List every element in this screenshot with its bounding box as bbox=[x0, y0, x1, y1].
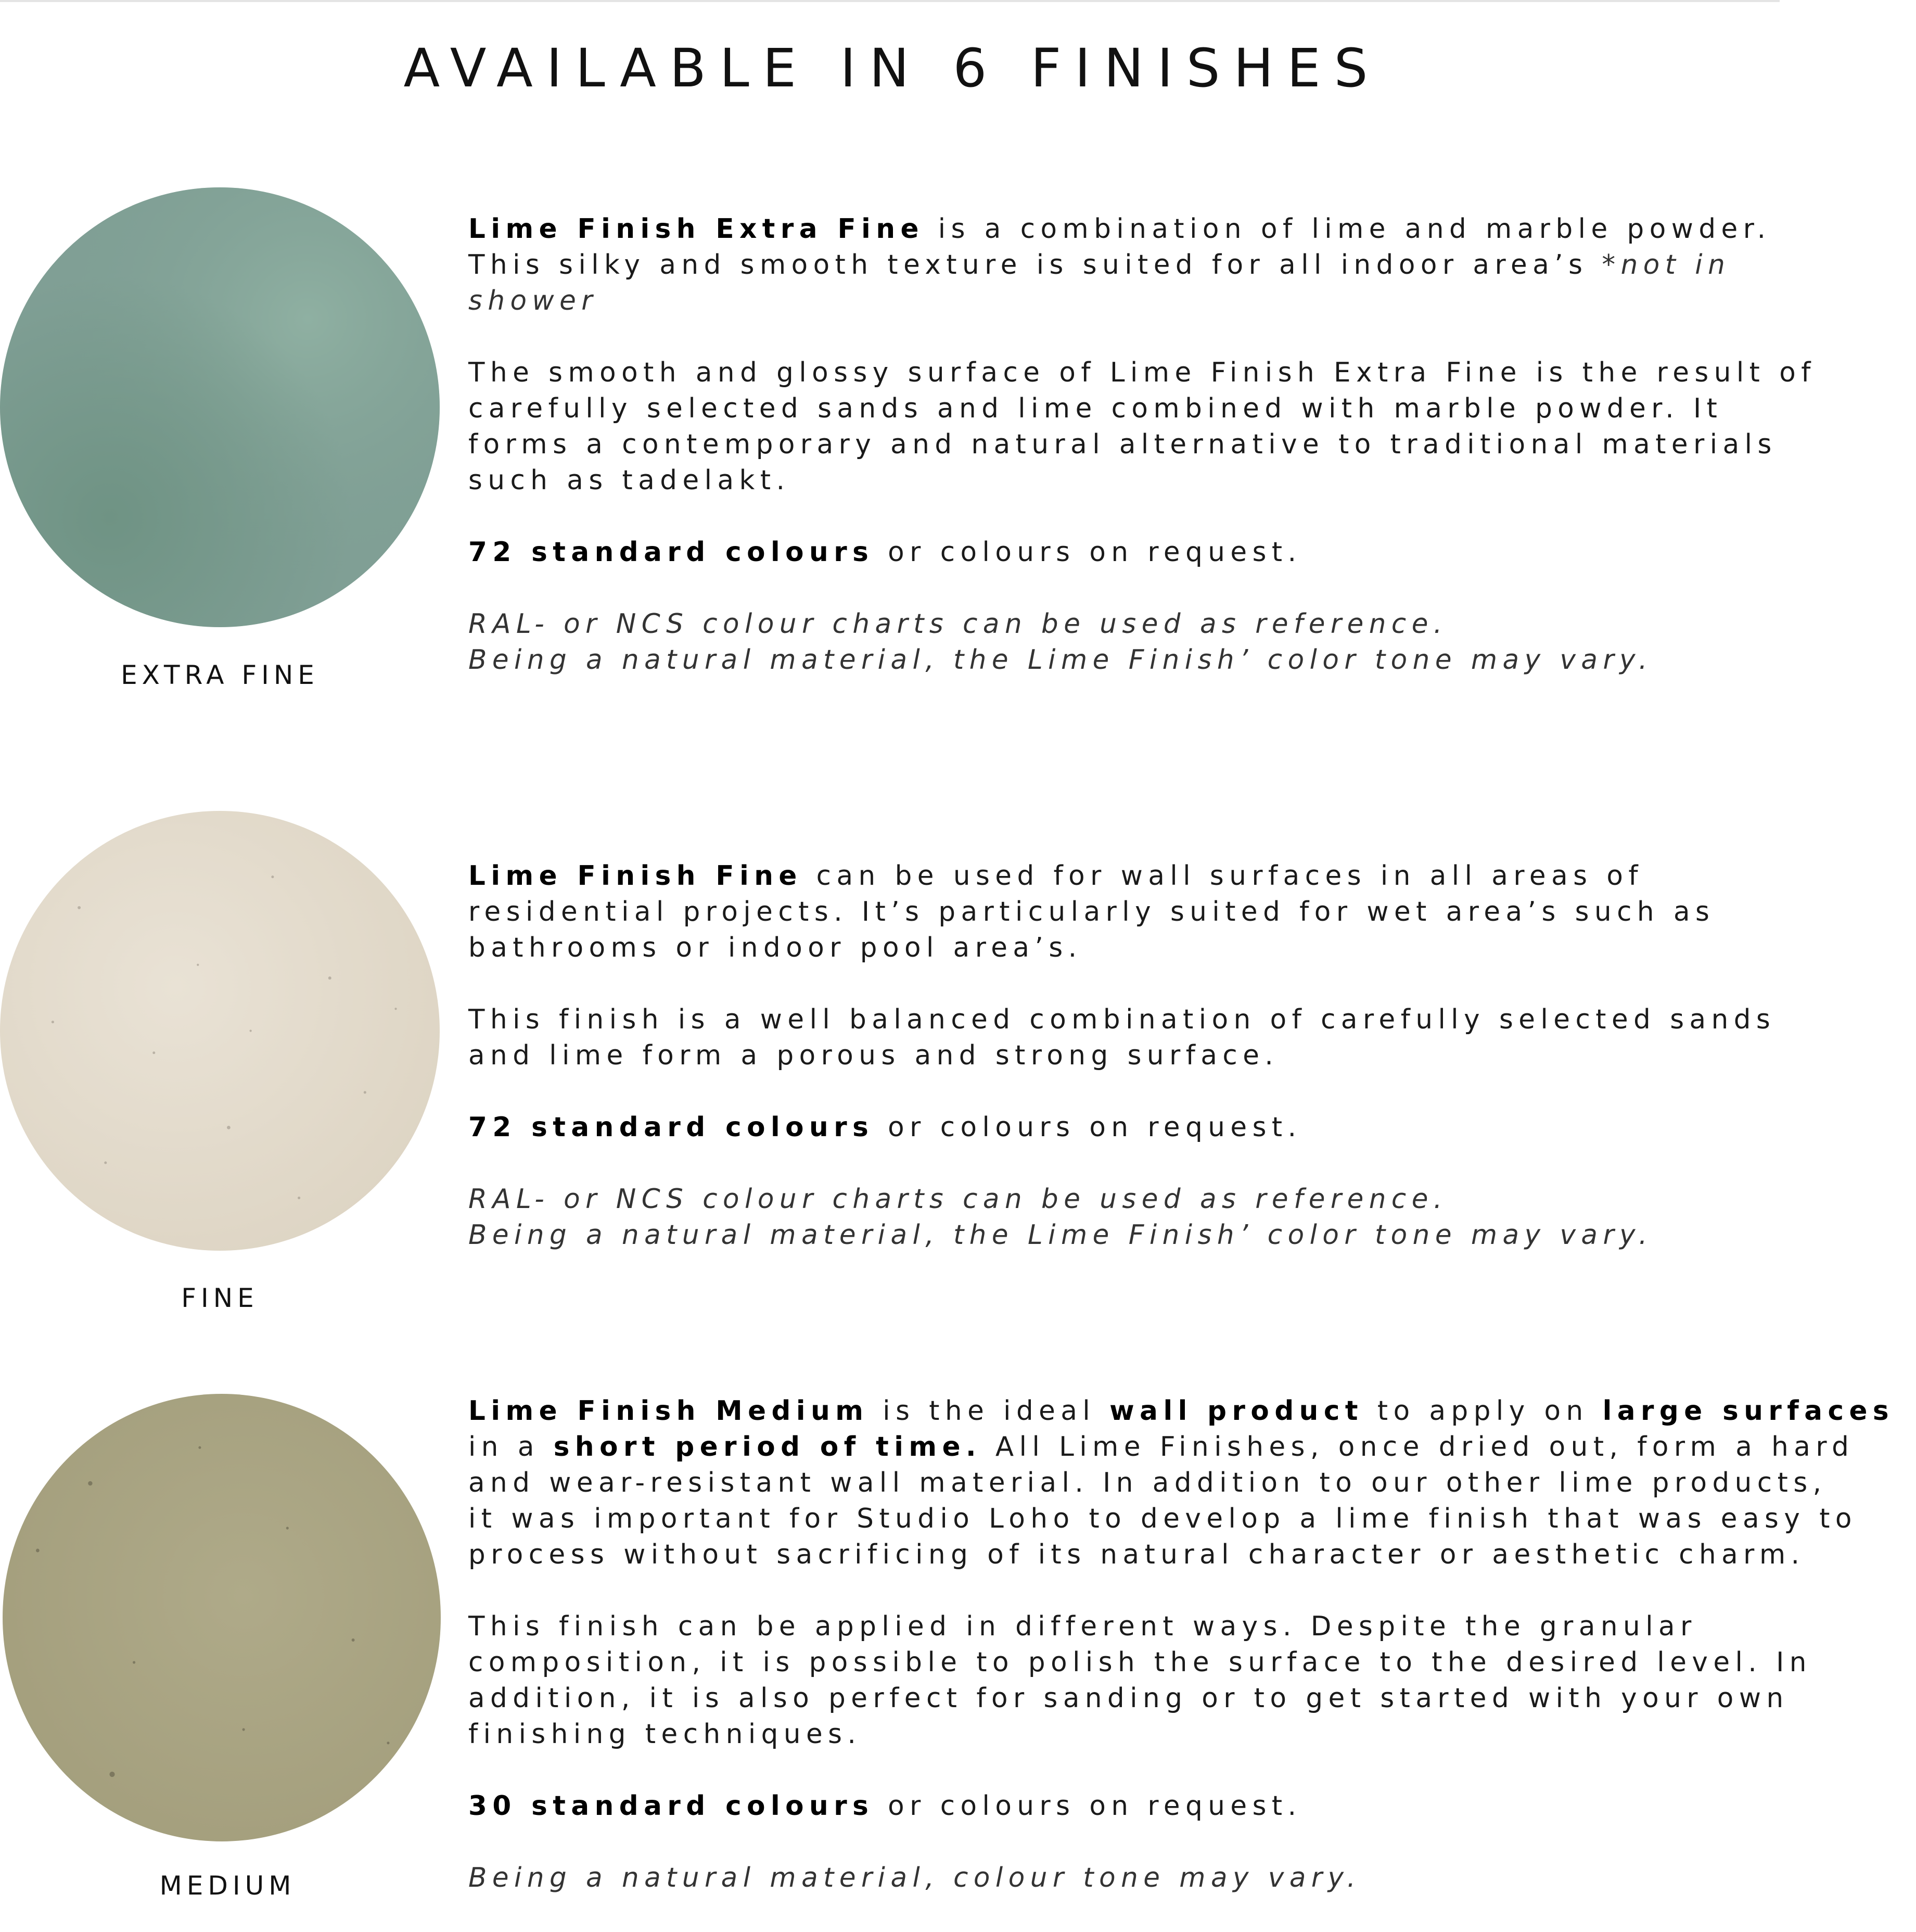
medium-note: Being a natural material, colour tone may vary. bbox=[468, 1862, 1361, 1893]
fine-paragraph-1: Lime Finish Fine can be used for wall surfaces in all areas of residential projects. It’s particularly suited for wet area’s such as bathrooms or indoor pool area’s. bbox=[468, 860, 1715, 963]
extra-fine-swatch bbox=[0, 187, 440, 627]
fine-paragraph-2: This finish is a well balanced combination of carefully selected sands and lime form a porous and strong surface. bbox=[468, 1004, 1776, 1071]
fine-colours: 72 standard colours or colours on request. bbox=[468, 1112, 1302, 1143]
medium-colours: 30 standard colours or colours on request. bbox=[468, 1790, 1302, 1822]
extra-fine-paragraph-1: Lime Finish Extra Fine is a combination of lime and marble powder. This silky and smooth texture is suited for all indoor area’s *not in shower bbox=[468, 213, 1771, 316]
fine-description bbox=[468, 858, 1873, 1289]
medium-swatch bbox=[3, 1394, 441, 1841]
medium-description bbox=[468, 1393, 1895, 1932]
top-divider bbox=[0, 0, 1780, 2]
fine-label: FINE bbox=[181, 1283, 259, 1313]
medium-paragraph-2: This finish can be applied in different ways. Despite the granular composition, it is possible to polish the surface to the desired level. In addition, it is also perfect for sanding or to get started with your own finishing techniques. bbox=[468, 1611, 1812, 1750]
extra-fine-note: RAL- or NCS colour charts can be used as reference. Being a natural material, the Lime Finish’ color tone may vary. bbox=[468, 608, 1653, 676]
fine-note: RAL- or NCS colour charts can be used as reference. Being a natural material, the Lime Finish’ color tone may vary. bbox=[468, 1184, 1653, 1251]
medium-paragraph-1: Lime Finish Medium is the ideal wall product to apply on large surfaces in a short period of time. All Lime Finishes, once dried out, form a hard and wear-resistant wall material. In addition to our other lime products, it was important for Studio Loho to develop a lime finish that was easy to process without sacrificing of its natural character or aesthetic charm. bbox=[468, 1395, 1895, 1570]
extra-fine-paragraph-2: The smooth and glossy surface of Lime Finish Extra Fine is the result of carefully selected sands and lime combined with marble powder. It forms a contemporary and natural alternative to traditional materials such as tadelakt. bbox=[468, 357, 1816, 496]
fine-swatch bbox=[0, 811, 440, 1251]
extra-fine-description bbox=[468, 211, 1873, 714]
extra-fine-colours: 72 standard colours or colours on request. bbox=[468, 537, 1302, 568]
page-title: AVAILABLE IN 6 FINISHES bbox=[403, 37, 1382, 99]
medium-label: MEDIUM bbox=[159, 1871, 296, 1901]
extra-fine-label: EXTRA FINE bbox=[121, 660, 319, 690]
